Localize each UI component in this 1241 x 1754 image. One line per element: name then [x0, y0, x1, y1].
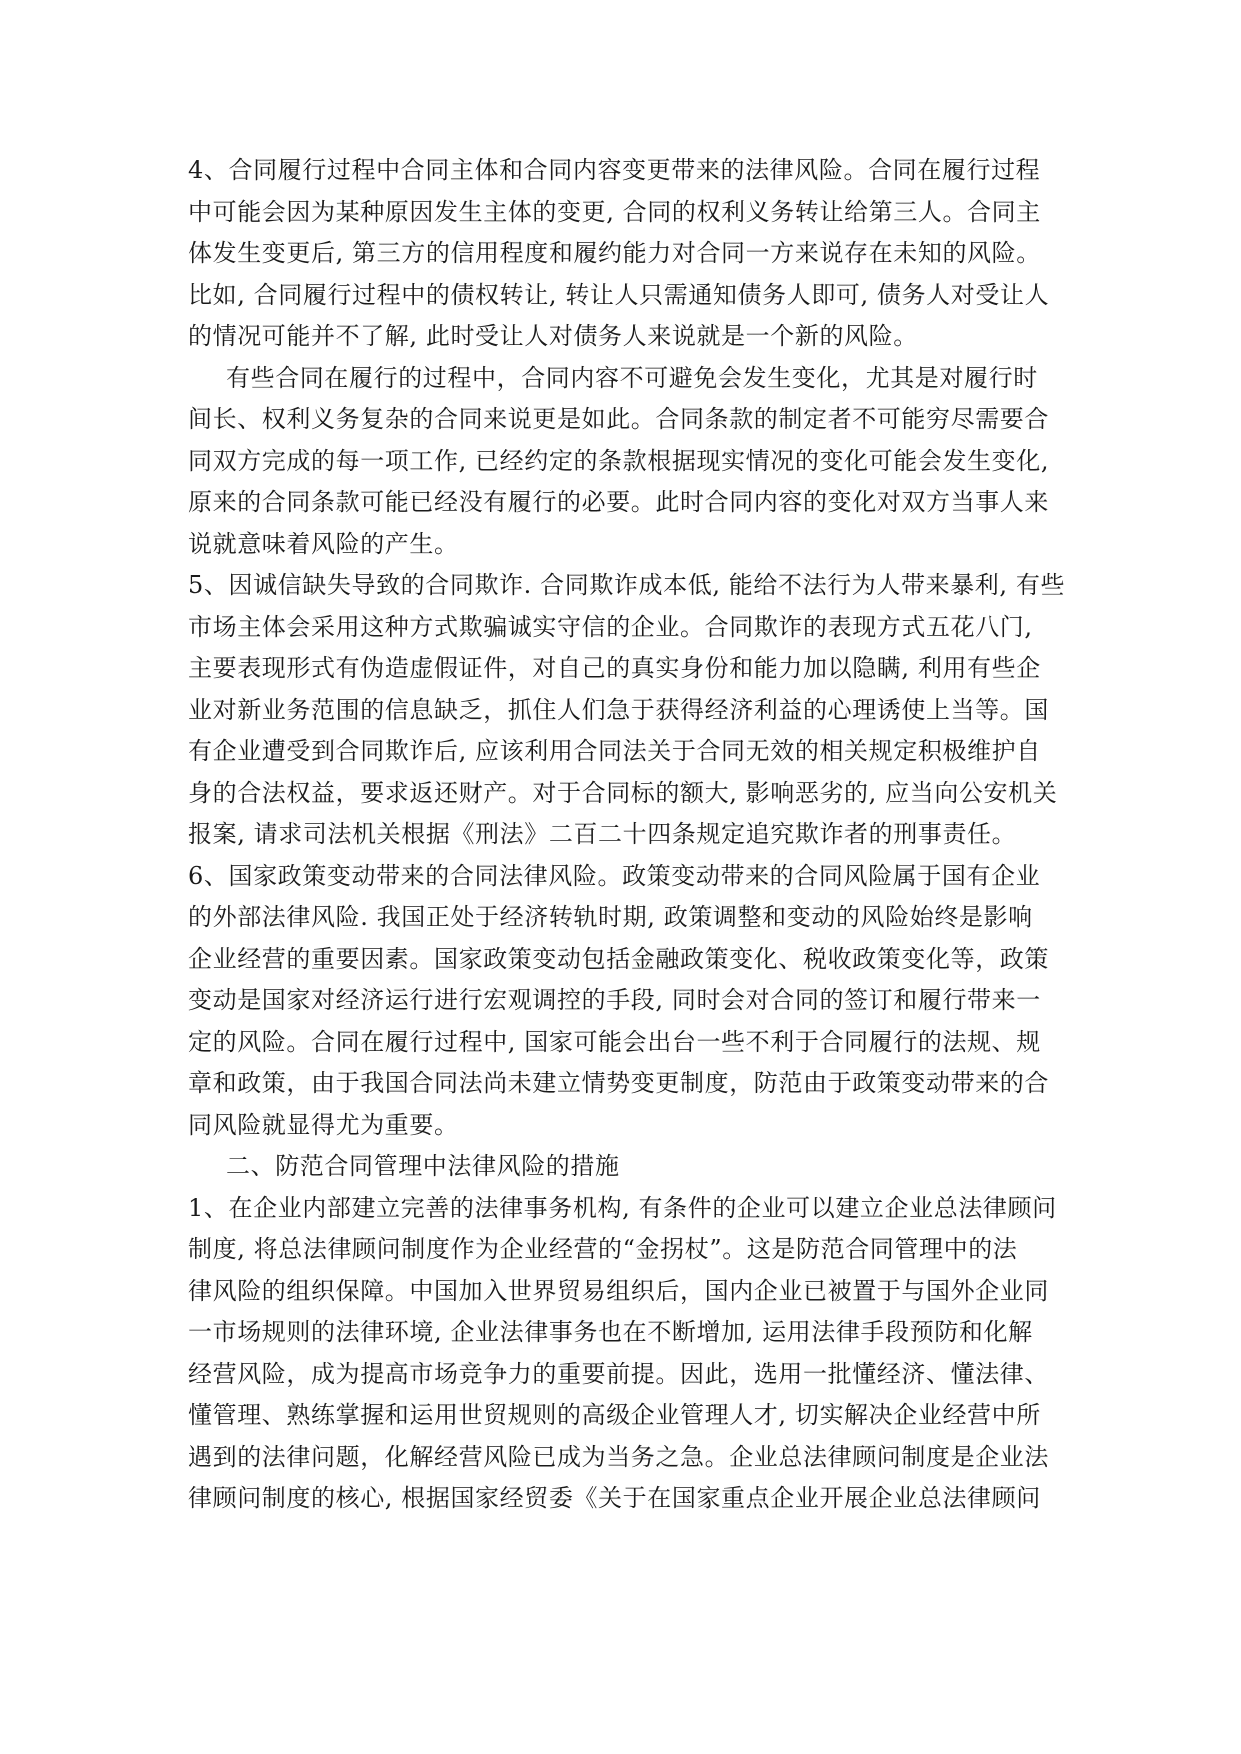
- text-line: 业对新业务范围的信息缺乏，抓住人们急于获得经济利益的心理诱使上当等。国: [188, 695, 1049, 724]
- text-line: 懂管理、熟练掌握和运用世贸规则的高级企业管理人才, 切实解决企业经营中所: [188, 1401, 1041, 1429]
- text-line: 原来的合同条款可能已经没有履行的必要。此时合同内容的变化对双方当事人来: [188, 488, 1049, 516]
- document-body: [188, 150, 1066, 1520]
- text-line: 中可能会因为某种原因发生主体的变更, 合同的权利义务转让给第三人。合同主: [188, 197, 1041, 226]
- text-line: 经营风险，成为提高市场竞争力的重要前提。因此，选用一批懂经济、懂法律、: [188, 1359, 1049, 1388]
- text-line: 同双方完成的每一项工作, 已经约定的条款根据现实情况的变化可能会发生变化,: [188, 446, 1050, 475]
- text-line: 一市场规则的法律环境, 企业法律事务也在不断增加, 运用法律手段预防和化解: [188, 1318, 1033, 1346]
- text-line: 的外部法律风险. 我国正处于经济转轨时期, 政策调整和变动的风险始终是影响: [188, 903, 1033, 931]
- text-line: 制度, 将总法律顾问制度作为企业经营的“金拐杖”。这是防范合同管理中的法: [188, 1235, 1018, 1263]
- text-line: 说就意味着风险的产生。: [188, 529, 459, 558]
- text-line: 体发生变更后, 第三方的信用程度和履约能力对合同一方来说存在未知的风险。: [188, 239, 1041, 267]
- text-line: 定的风险。合同在履行过程中, 国家可能会出台一些不利于合同履行的法规、规: [188, 1027, 1041, 1056]
- text-line: 同风险就显得尤为重要。: [188, 1110, 459, 1139]
- text-line: 有些合同在履行的过程中，合同内容不可避免会发生变化，尤其是对履行时: [226, 363, 1038, 392]
- text-line: 律顾问制度的核心, 根据国家经贸委《关于在国家重点企业开展企业总法律顾问: [188, 1484, 1041, 1512]
- text-line: 的情况可能并不了解, 此时受让人对债务人来说就是一个新的风险。: [188, 322, 918, 350]
- text-line: 章和政策，由于我国合同法尚未建立情势变更制度，防范由于政策变动带来的合: [188, 1069, 1049, 1097]
- text-line: 市场主体会采用这种方式欺骗诚实守信的企业。合同欺诈的表现方式五花八门,: [188, 612, 1033, 641]
- text-line: 身的合法权益，要求返还财产。对于合同标的额大, 影响恶劣的, 应当向公安机关: [188, 778, 1058, 807]
- text-line: 报案, 请求司法机关根据《刑法》二百二十四条规定追究欺诈者的刑事责任。: [188, 820, 1017, 848]
- text-line: 主要表现形式有伪造虚假证件，对自己的真实身份和能力加以隐瞒, 利用有些企: [188, 654, 1041, 682]
- text-line: 企业经营的重要因素。国家政策变动包括金融政策变化、税收政策变化等，政策: [188, 944, 1049, 973]
- text-line: 间长、权利义务复杂的合同来说更是如此。合同条款的制定者不可能穷尽需要合: [188, 405, 1049, 433]
- text-line: 1、在企业内部建立完善的法律事务机构, 有条件的企业可以建立企业总法律顾问: [188, 1193, 1057, 1222]
- text-line: 有企业遭受到合同欺诈后, 应该利用合同法关于合同无效的相关规定积极维护自: [188, 737, 1041, 765]
- text-line: 律风险的组织保障。中国加入世界贸易组织后，国内企业已被置于与国外企业同: [188, 1276, 1049, 1305]
- text-line: 6、国家政策变动带来的合同法律风险。政策变动带来的合同风险属于国有企业: [188, 861, 1041, 890]
- section-heading: 二、防范合同管理中法律风险的措施: [226, 1152, 620, 1180]
- text-line: 遇到的法律问题，化解经营风险已成为当务之急。企业总法律顾问制度是企业法: [188, 1442, 1049, 1471]
- text-line: 变动是国家对经济运行进行宏观调控的手段, 同时会对合同的签订和履行带来一: [188, 986, 1041, 1014]
- text-line: 4、合同履行过程中合同主体和合同内容变更带来的法律风险。合同在履行过程: [188, 156, 1041, 184]
- text-line: 比如, 合同履行过程中的债权转让, 转让人只需通知债务人即可, 债务人对受让人: [188, 280, 1050, 309]
- text-line: 5、因诚信缺失导致的合同欺诈. 合同欺诈成本低, 能给不法行为人带来暴利, 有些: [188, 571, 1066, 599]
